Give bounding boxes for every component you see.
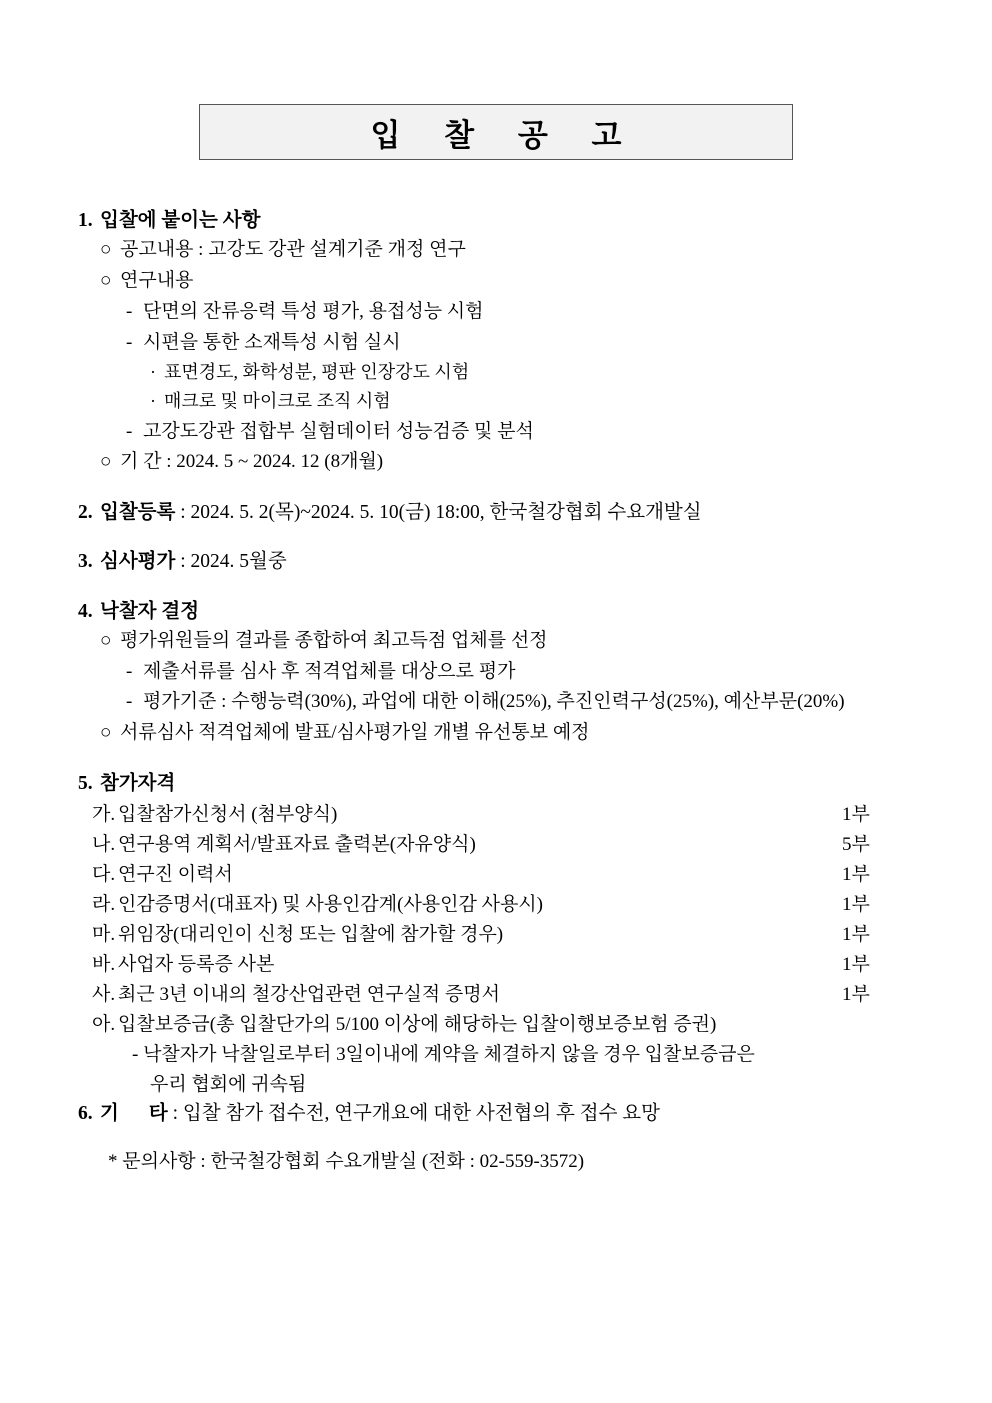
- list-item: [78, 417, 928, 448]
- item-label: 나.: [92, 834, 116, 856]
- section-title-1: 입찰에 붙이는 사항: [100, 210, 261, 231]
- item-label: 마.: [92, 924, 116, 946]
- qualification-note-line-2: 우리 협회에 귀속됨: [150, 1073, 307, 1095]
- section-title-5: 참가자격: [100, 772, 176, 794]
- item-label: 다.: [92, 864, 116, 886]
- list-item-text: 기 간 : 2024. 5 ~ 2024. 12 (8개월): [120, 451, 384, 473]
- item-text: 사업자 등록증 사본: [118, 954, 275, 976]
- section-number-5: 5.: [78, 772, 93, 794]
- list-item: [78, 1010, 928, 1040]
- section-detail-3: : 2024. 5월중: [175, 551, 287, 573]
- section-number-4: 4.: [78, 600, 93, 622]
- section-number-3: 3.: [78, 551, 93, 573]
- item-quantity: 1부: [842, 864, 870, 886]
- section-heading-5: [78, 769, 928, 798]
- section-heading-1: [78, 206, 928, 235]
- section-detail-2: : 2024. 5. 2(목)~2024. 5. 10(금) 18:00, 한국철강협회 수요개발실: [175, 502, 702, 524]
- dash-bullet-icon: -: [126, 300, 133, 322]
- circle-bullet-icon: ○: [100, 629, 112, 651]
- section-title-2: 입찰등록: [100, 502, 176, 524]
- section-heading-4: [78, 597, 928, 626]
- list-item-text: 서류심사 적격업체에 발표/심사평가일 개별 유선통보 예정: [120, 722, 590, 744]
- list-item: [78, 950, 928, 980]
- section-number-1: 1.: [78, 210, 93, 231]
- list-item-text: 단면의 잔류응력 특성 평가, 용접성능 시험: [143, 300, 484, 322]
- circle-bullet-icon: ○: [100, 239, 112, 261]
- list-item-text: 고강도강관 접합부 실험데이터 성능검증 및 분석: [143, 420, 534, 442]
- list-item: [78, 447, 928, 478]
- list-item: [78, 860, 928, 890]
- item-text: 연구진 이력서: [118, 864, 233, 886]
- list-item-text: 매크로 및 마이크로 조직 시험: [164, 391, 391, 412]
- document-title-box: [199, 104, 793, 160]
- section-heading-6: [78, 1099, 928, 1128]
- list-item: [78, 980, 928, 1010]
- page-title: 입 찰 공 고: [370, 117, 640, 153]
- list-item: [78, 328, 928, 359]
- item-quantity: 1부: [842, 894, 870, 916]
- circle-bullet-icon: ○: [100, 270, 112, 292]
- item-text: 연구용역 계획서/발표자료 출력본(자유양식): [118, 834, 476, 856]
- item-text: 최근 3년 이내의 철강산업관련 연구실적 증명서: [118, 984, 500, 1006]
- list-item-text: 연구내용: [120, 270, 194, 292]
- section-detail-6: : 입찰 참가 접수전, 연구개요에 대한 사전협의 후 접수 요망: [167, 1103, 660, 1125]
- qualification-note-line-1: - 낙찰자가 낙찰일로부터 3일이내에 계약을 체결하지 않을 경우 입찰보증금은: [132, 1044, 755, 1066]
- item-label: 가.: [92, 804, 116, 826]
- dash-bullet-icon: -: [126, 331, 133, 353]
- list-item: [78, 626, 928, 657]
- section-heading-3: [78, 547, 928, 576]
- dash-bullet-icon: -: [126, 420, 133, 442]
- section-title-4: 낙찰자 결정: [100, 600, 200, 622]
- item-label: 사.: [92, 984, 116, 1006]
- list-item: [78, 358, 928, 387]
- dot-bullet-icon: ·: [150, 391, 156, 412]
- list-item-text: 공고내용 : 고강도 강관 설계기준 개정 연구: [120, 239, 466, 261]
- list-item: [78, 718, 928, 749]
- item-label: 바.: [92, 954, 116, 976]
- item-quantity: 5부: [842, 834, 870, 856]
- item-label: 아.: [92, 1014, 116, 1036]
- item-text: 인감증명서(대표자) 및 사용인감계(사용인감 사용시): [118, 894, 543, 916]
- list-item: [78, 920, 928, 950]
- dash-bullet-icon: -: [126, 660, 133, 682]
- list-item-text: 평가기준 : 수행능력(30%), 과업에 대한 이해(25%), 추진인력구성(25%), 예산부문(20%): [143, 691, 845, 713]
- list-item-text: 시편을 통한 소재특성 시험 실시: [143, 331, 401, 353]
- section-heading-2: [78, 498, 928, 527]
- dash-bullet-icon: -: [126, 691, 133, 713]
- item-text: 입찰참가신청서 (첨부양식): [118, 804, 338, 826]
- circle-bullet-icon: ○: [100, 722, 112, 744]
- list-item: [78, 830, 928, 860]
- item-quantity: 1부: [842, 954, 870, 976]
- list-item: [78, 657, 928, 688]
- list-item-text: 제출서류를 심사 후 적격업체를 대상으로 평가: [143, 660, 516, 682]
- list-item: [78, 800, 928, 830]
- section-title-3: 심사평가: [100, 551, 176, 573]
- list-item: [78, 687, 928, 718]
- section-number-6: 6.: [78, 1103, 93, 1125]
- list-item: [78, 890, 928, 920]
- item-quantity: 1부: [842, 924, 870, 946]
- list-item: [78, 387, 928, 416]
- list-item-text: 표면경도, 화학성분, 평판 인장강도 시험: [164, 362, 470, 383]
- qualification-list: [78, 800, 928, 1099]
- section-number-2: 2.: [78, 502, 93, 524]
- dot-bullet-icon: ·: [150, 362, 156, 383]
- item-quantity: 1부: [842, 984, 870, 1006]
- list-item: [78, 266, 928, 297]
- item-label: 라.: [92, 894, 116, 916]
- section-title-6: 기: [100, 1103, 119, 1125]
- circle-bullet-icon: ○: [100, 451, 112, 473]
- list-item: [78, 297, 928, 328]
- list-item-text: 평가위원들의 결과를 종합하여 최고득점 업체를 선정: [120, 629, 548, 651]
- document-body: [78, 206, 928, 1197]
- section-title-6-b: 타: [148, 1103, 168, 1125]
- item-quantity: 1부: [842, 804, 870, 826]
- item-text: 위임장(대리인이 신청 또는 입찰에 참가할 경우): [118, 924, 504, 946]
- inquiry-line: * 문의사항 : 한국철강협회 수요개발실 (전화 : 02-559-3572): [108, 1151, 585, 1173]
- item-text: 입찰보증금(총 입찰단가의 5/100 이상에 해당하는 입찰이행보증보험 증권): [118, 1014, 717, 1036]
- list-item: [78, 235, 928, 266]
